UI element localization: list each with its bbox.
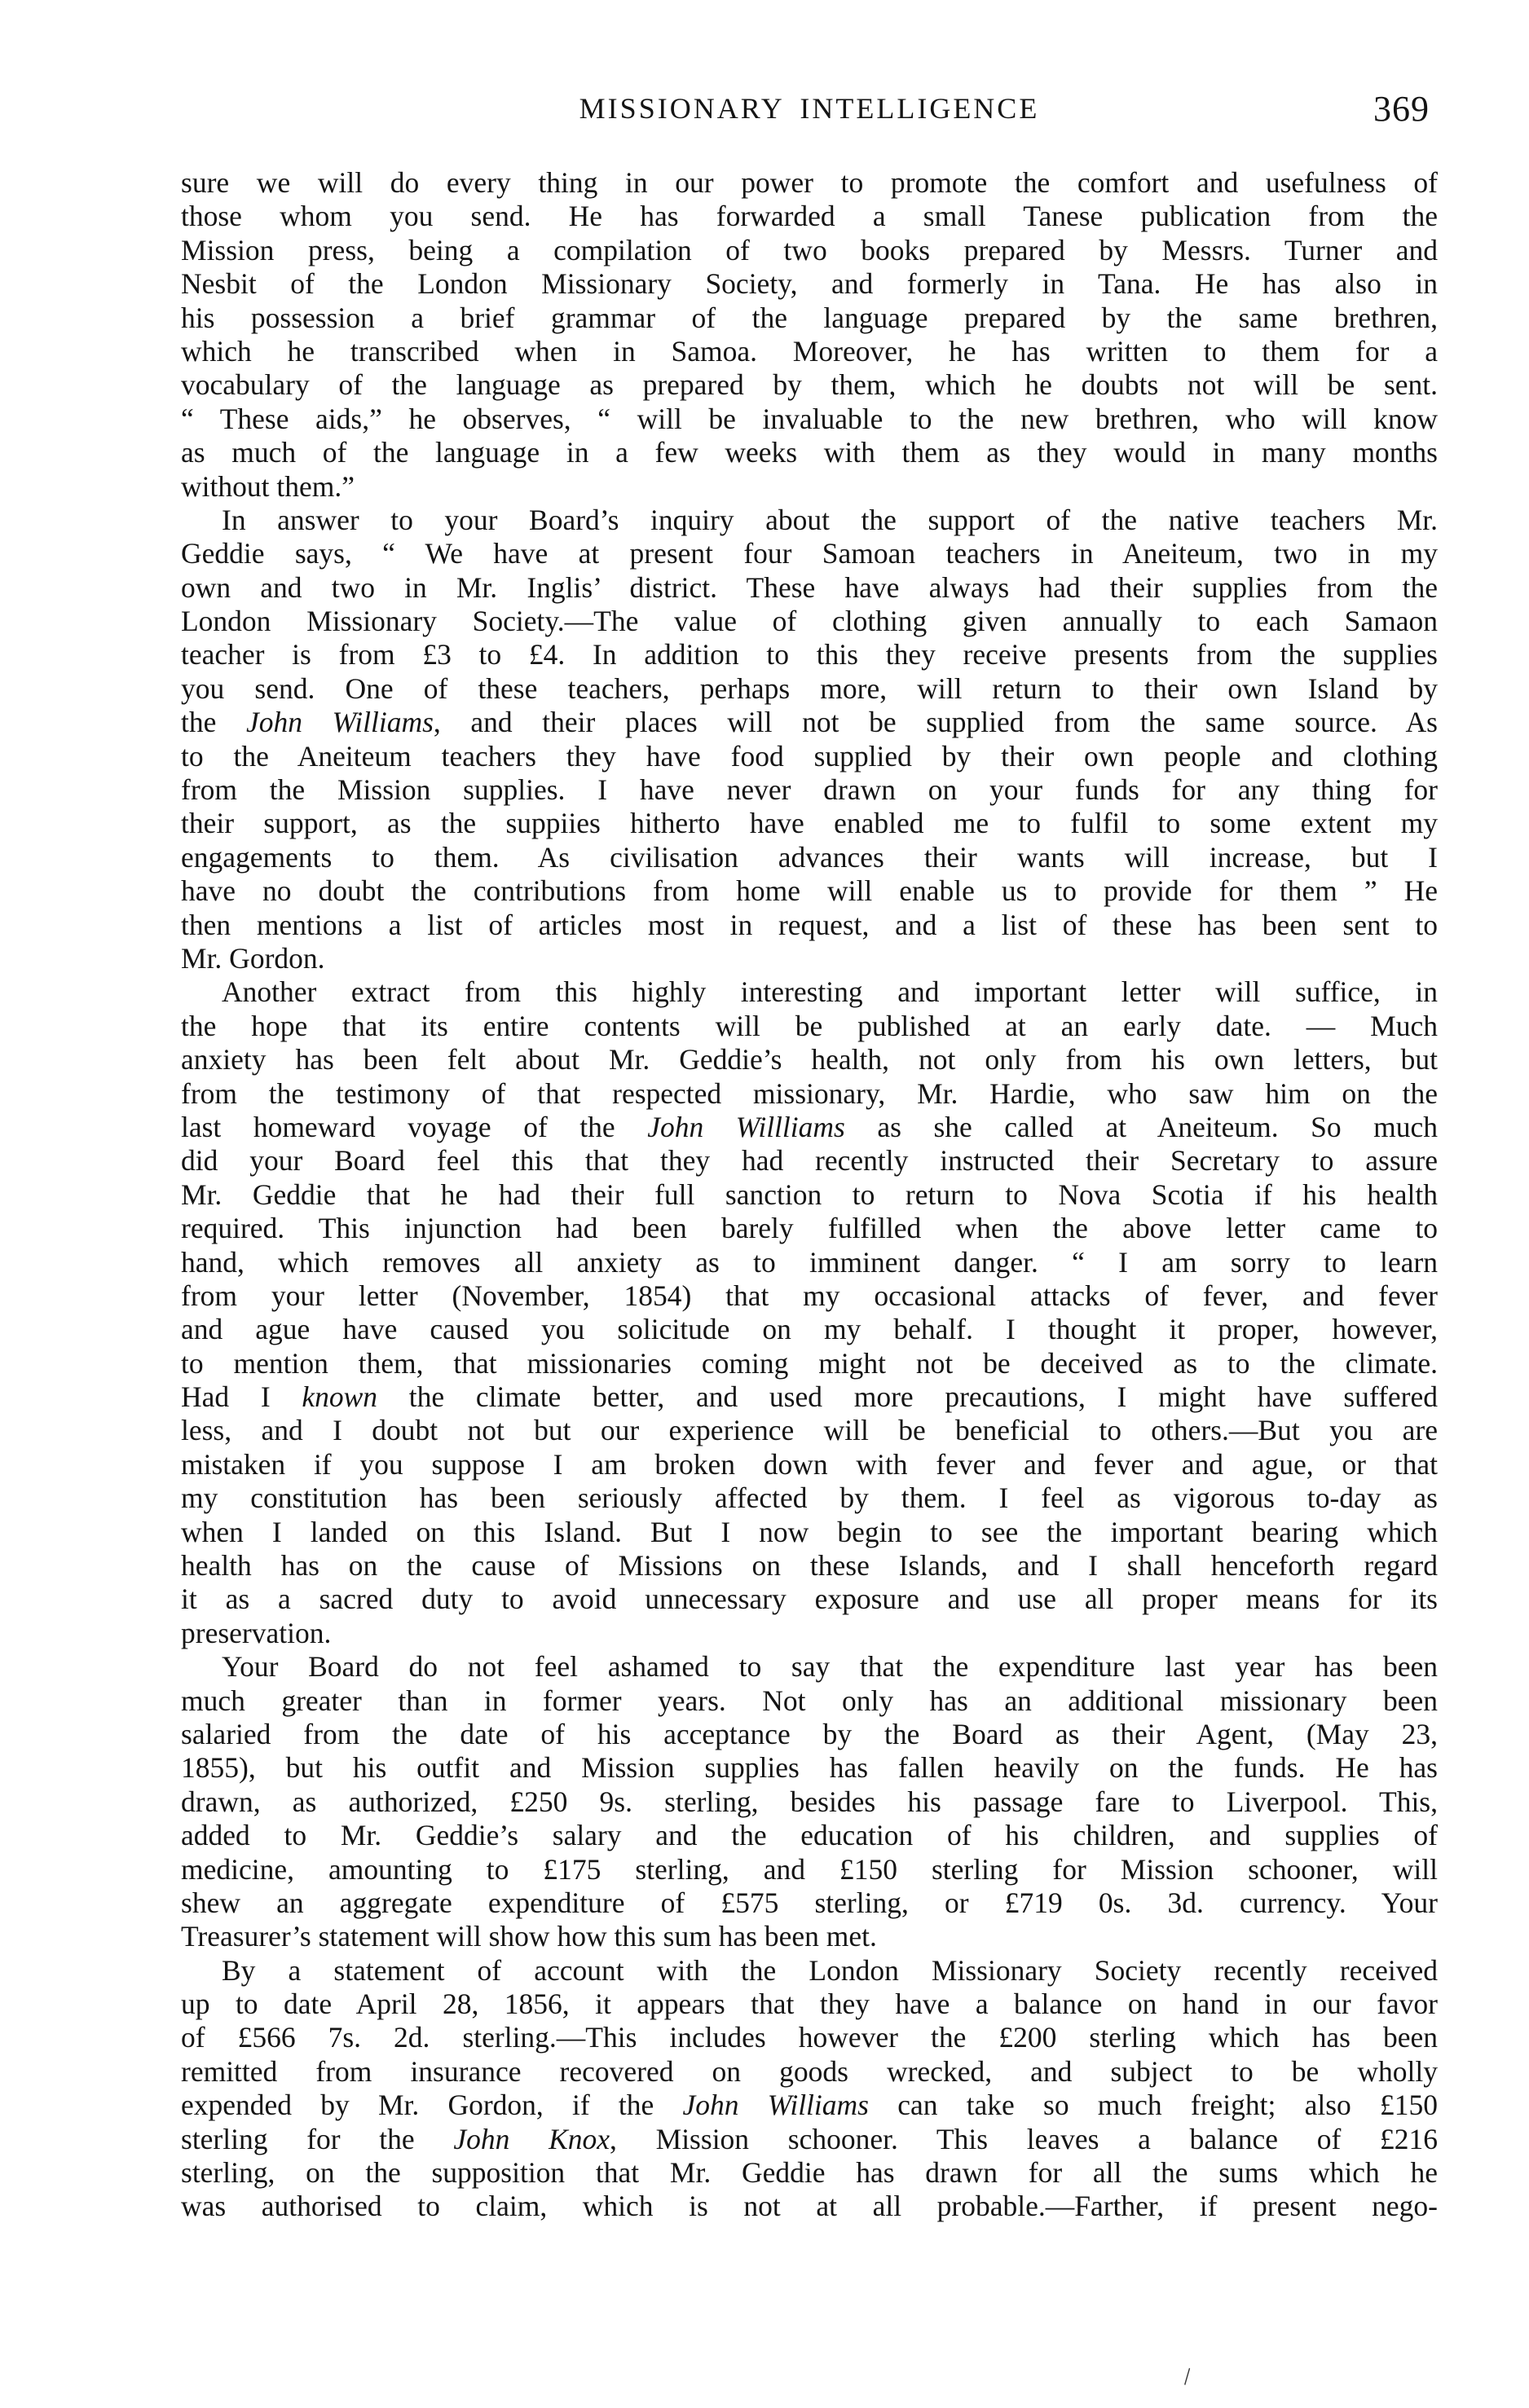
text-segment: Mission press, being a compilation of two books prepared by Messrs. Turner and	[181, 233, 1438, 266]
text-line	[181, 1886, 1438, 1920]
text-line	[181, 234, 1438, 267]
text-line	[181, 267, 1438, 301]
text-line	[181, 1448, 1438, 1481]
text-line	[181, 1380, 1438, 1414]
text-line	[181, 1650, 1438, 1684]
text-line	[181, 1920, 1438, 1953]
text-segment: the hope that its entire contents will be published at an early date. — Much	[181, 1009, 1438, 1042]
text-segment: added to Mr. Geddie’s salary and the education of his children, and supplies of	[181, 1819, 1438, 1852]
text-segment: my constitution has been seriously affected by them. I feel as vigorous to-day as	[181, 1481, 1438, 1515]
text-segment: can take so much freight; also £150	[869, 2089, 1438, 2122]
text-line	[181, 1481, 1438, 1515]
text-line	[181, 1313, 1438, 1346]
text-segment: have no doubt the contributions from home will enable us to provide for them ” He	[181, 874, 1438, 908]
text-segment: the	[181, 706, 246, 739]
text-segment: from the testimony of that respected missionary, Mr. Hardie, who saw him on the	[181, 1076, 1438, 1110]
text-segment: salaried from the date of his acceptance by the Board as their Agent, (May 23,	[181, 1717, 1438, 1750]
text-segment: his possession a brief grammar of the language prepared by the same brethren,	[181, 301, 1438, 334]
italic-ship-name: John Williams	[246, 706, 434, 739]
text-line	[181, 2021, 1438, 2054]
text-line	[181, 504, 1438, 537]
text-segment: did your Board feel this that they had recently instructed their Secretary to assure	[181, 1144, 1438, 1178]
text-line	[181, 368, 1438, 402]
text-line	[181, 874, 1438, 908]
text-segment: those whom you send. He has forwarded a small Tanese publication from the	[181, 200, 1438, 233]
text-segment: mistaken if you suppose I am broken down with fever and fever and ague, or that	[181, 1447, 1438, 1481]
stray-ink-mark: \	[1176, 2363, 1198, 2390]
text-segment: as much of the language in a few weeks with them as they would in many months	[181, 436, 1438, 469]
text-segment: medicine, amounting to £175 sterling, and £150 sterling for Mission schooner, will	[181, 1852, 1438, 1886]
italic-ship-name: John Williams	[682, 2089, 869, 2122]
text-line	[181, 807, 1438, 840]
text-segment: own and two in Mr. Inglis’ district. These have always had their supplies from the	[181, 570, 1438, 604]
text-segment: , Mission schooner. This leaves a balance of £216	[610, 2122, 1438, 2155]
text-line	[181, 436, 1438, 469]
text-segment: teacher is from £3 to £4. In addition to this they receive presents from the supplies	[181, 638, 1438, 671]
text-segment: hand, which removes all anxiety as to imminent danger. “ I am sorry to learn	[181, 1245, 1438, 1279]
text-line	[181, 1043, 1438, 1076]
text-segment: and ague have caused you solicitude on my behalf. I thought it proper, however,	[181, 1313, 1438, 1346]
text-line	[181, 166, 1438, 200]
text-line	[181, 672, 1438, 706]
text-line	[181, 335, 1438, 368]
text-segment: Mr. Geddie that he had their full sanction to return to Nova Scotia if his health	[181, 1178, 1438, 1211]
text-segment: Mr. Gordon.	[181, 941, 325, 975]
text-segment: drawn, as authorized, £250 9s. sterling, besides his passage fare to Liverpool. This,	[181, 1785, 1438, 1818]
text-line	[181, 1347, 1438, 1380]
text-line	[181, 942, 1438, 975]
text-line	[181, 1516, 1438, 1549]
text-segment: Nesbit of the London Missionary Society, and formerly in Tana. He has also in	[181, 267, 1438, 301]
text-line	[181, 1111, 1438, 1144]
text-line	[181, 1212, 1438, 1245]
text-segment: preservation.	[181, 1616, 332, 1649]
text-line	[181, 605, 1438, 638]
text-line	[181, 302, 1438, 335]
text-segment: , and their places will not be supplied from the same source. As	[433, 706, 1438, 739]
text-segment: Another extract from this highly interesting and important letter will suffice, in	[222, 975, 1438, 1009]
text-line	[181, 1819, 1438, 1852]
text-segment: 1855), but his outfit and Mission supplies has fallen heavily on the funds. He has	[181, 1751, 1438, 1785]
text-segment: you send. One of these teachers, perhaps more, will return to their own Island by	[181, 671, 1438, 705]
text-segment: of £566 7s. 2d. sterling.—This includes however the £200 sterling which has been	[181, 2021, 1438, 2054]
page-header	[181, 88, 1438, 137]
text-line	[181, 1617, 1438, 1650]
text-line	[181, 537, 1438, 570]
text-line	[181, 1751, 1438, 1785]
text-segment: sterling, on the supposition that Mr. Geddie has drawn for all the sums which he	[181, 2156, 1438, 2190]
text-segment: which he transcribed when in Samoa. Moreover, he has written to them for a	[181, 334, 1438, 368]
text-line	[181, 2156, 1438, 2190]
italic-ship-name: known	[302, 1380, 378, 1414]
text-segment: the climate better, and used more precautions, I might have suffered	[377, 1380, 1438, 1414]
running-title: MISSIONARY INTELLIGENCE	[579, 92, 1040, 125]
text-segment: less, and I doubt not but our experience will be beneficial to others.—But you are	[181, 1414, 1438, 1447]
text-line	[181, 1988, 1438, 2021]
text-line	[181, 1010, 1438, 1043]
text-line	[181, 1414, 1438, 1447]
text-segment: health has on the cause of Missions on these Islands, and I shall henceforth regard	[181, 1549, 1438, 1583]
text-line	[181, 1279, 1438, 1313]
text-segment: to the Aneiteum teachers they have food supplied by their own people and clothing	[181, 739, 1438, 773]
text-segment: sterling for the	[181, 2122, 454, 2155]
text-line	[181, 1144, 1438, 1178]
text-line	[181, 1853, 1438, 1886]
text-segment: In answer to your Board’s inquiry about the support of the native teachers Mr.	[222, 503, 1438, 536]
text-segment: remitted from insurance recovered on goods wrecked, and subject to be wholly	[181, 2054, 1438, 2088]
text-line	[181, 706, 1438, 739]
text-segment: Treasurer’s statement will show how this sum has been met.	[181, 1920, 877, 1953]
text-segment: from your letter (November, 1854) that my occasional attacks of fever, and fever	[181, 1279, 1438, 1312]
text-segment: then mentions a list of articles most in request, and a list of these has been sent to	[181, 908, 1438, 941]
text-line	[181, 1178, 1438, 1212]
text-line	[181, 2089, 1438, 2122]
text-line	[181, 1718, 1438, 1751]
text-line	[181, 403, 1438, 436]
text-segment: up to date April 28, 1856, it appears that they have a balance on hand in our favor	[181, 1988, 1438, 2021]
text-segment: engagements to them. As civilisation advances their wants will increase, but I	[181, 840, 1438, 874]
text-line	[181, 200, 1438, 233]
text-segment: it as a sacred duty to avoid unnecessary exposure and use all proper means for its	[181, 1583, 1438, 1616]
text-segment: when I landed on this Island. But I now begin to see the important bearing which	[181, 1515, 1438, 1548]
text-line	[181, 1583, 1438, 1616]
text-line	[181, 470, 1438, 504]
text-line	[181, 1077, 1438, 1111]
body-text	[181, 166, 1438, 2224]
text-line	[181, 975, 1438, 1009]
text-line	[181, 841, 1438, 874]
text-segment: as she called at Aneiteum. So much	[844, 1110, 1438, 1143]
text-segment: was authorised to claim, which is not at all probable.—Farther, if present nego-	[181, 2190, 1438, 2223]
text-segment: from the Mission supplies. I have never drawn on your funds for any thing for	[181, 773, 1438, 807]
text-segment: Had I	[181, 1380, 302, 1414]
text-segment: sure we will do every thing in our power to promote the comfort and usefulness of	[181, 166, 1438, 199]
text-segment: expended by Mr. Gordon, if the	[181, 2089, 683, 2122]
text-line	[181, 638, 1438, 671]
text-segment: “ These aids,” he observes, “ will be invaluable to the new brethren, who will know	[181, 402, 1438, 435]
page-number: 369	[1373, 89, 1430, 129]
text-segment: required. This injunction had been barely fulfilled when the above letter came to	[181, 1212, 1438, 1245]
text-segment: By a statement of account with the London Missionary Society recently received	[222, 1953, 1438, 1987]
text-segment: anxiety has been felt about Mr. Geddie’s health, not only from his own letters, but	[181, 1043, 1438, 1076]
text-segment: vocabulary of the language as prepared by them, which he doubts not will be sent.	[181, 368, 1438, 402]
text-line	[181, 2190, 1438, 2223]
text-segment: shew an aggregate expenditure of £575 sterling, or £719 0s. 3d. currency. Your	[181, 1886, 1438, 1919]
text-line	[181, 2123, 1438, 2156]
italic-ship-name: John Willliams	[647, 1110, 845, 1143]
text-line	[181, 1785, 1438, 1819]
text-segment: Your Board do not feel ashamed to say that the expenditure last year has been	[222, 1650, 1438, 1684]
text-line	[181, 1954, 1438, 1988]
text-segment: their support, as the suppiies hitherto have enabled me to fulfil to some extent my	[181, 807, 1438, 840]
text-segment: to mention them, that missionaries coming might not be deceived as to the climate.	[181, 1346, 1438, 1380]
text-line	[181, 1684, 1438, 1718]
text-line	[181, 909, 1438, 942]
text-segment: much greater than in former years. Not only has an additional missionary been	[181, 1684, 1438, 1717]
text-line	[181, 1246, 1438, 1279]
text-segment: last homeward voyage of the	[181, 1110, 648, 1143]
text-line	[181, 740, 1438, 773]
text-line	[181, 773, 1438, 807]
text-line	[181, 571, 1438, 605]
italic-ship-name: John Knox	[453, 2122, 610, 2155]
text-segment: London Missionary Society.—The value of clothing given annually to each Samaon	[181, 605, 1438, 638]
text-line	[181, 1549, 1438, 1583]
text-segment: Geddie says, “ We have at present four Samoan teachers in Aneiteum, two in my	[181, 537, 1438, 570]
text-segment: without them.”	[181, 469, 355, 503]
text-line	[181, 2055, 1438, 2089]
